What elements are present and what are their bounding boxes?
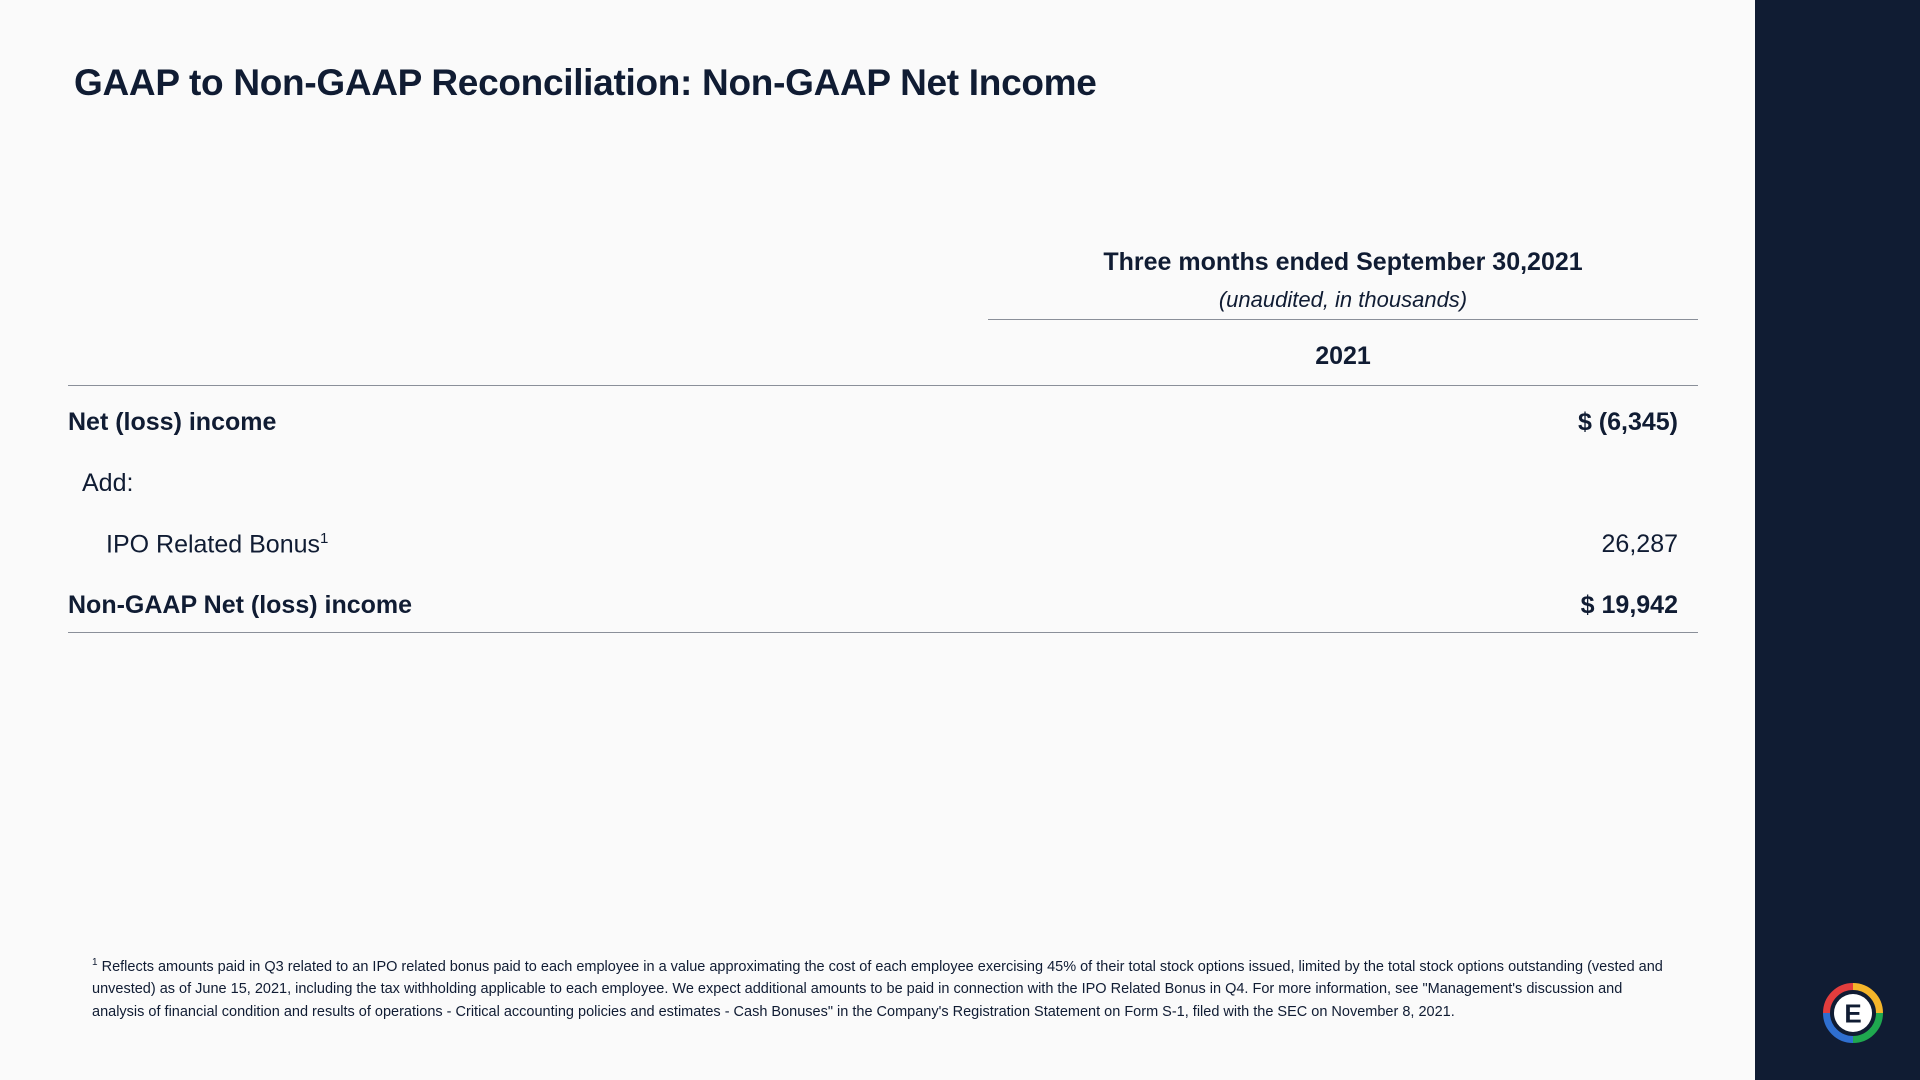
table-header-period-row — [68, 248, 1698, 287]
table-row — [68, 447, 1698, 508]
footnote-text: Reflects amounts paid in Q3 related to an IPO related bonus paid to each employee in a value approximating the cost of each employee exercising 45% of their total stock options issued, limited by the total stock options outstanding (vested and unvested) as of June 15, 2021, including the tax withholding applicable to each employee. We expect additional amounts to be paid in connection with the IPO Related Bonus in Q4. For more information, see "Management's discussion and analysis of financial condition and results of operations - Critical accounting policies and estimates - Cash Bonuses" in the Company's Registration Statement on Form S-1, filed with the SEC on November 8, 2021. — [92, 958, 1663, 1020]
footnote-ref-marker: 1 — [320, 530, 329, 547]
page-title: GAAP to Non-GAAP Reconciliation: Non-GAAP Net Income — [74, 62, 1097, 103]
table-header-sub-row — [68, 287, 1698, 320]
row-label-ipo-related-bonus-text: IPO Related Bonus — [106, 530, 321, 559]
table-header-year-row — [68, 320, 1698, 384]
table-row — [68, 386, 1698, 448]
row-label-add: Add: — [82, 469, 134, 497]
row-label-non-gaap-net-loss-income: Non-GAAP Net (loss) income — [68, 591, 413, 620]
table-row — [68, 569, 1698, 630]
logo-icon — [1822, 982, 1884, 1044]
table-header-spacer — [68, 248, 988, 287]
table-bottom-rule — [68, 630, 1698, 633]
svg-text:E: E — [1844, 998, 1862, 1029]
slide-sidebar-band — [1755, 0, 1920, 1080]
footnote-marker: 1 — [92, 957, 98, 968]
reconciliation-table-wrapper — [68, 248, 1698, 633]
row-value-net-loss-income: $ (6,345) — [1577, 408, 1678, 436]
company-logo — [1822, 982, 1884, 1044]
row-label-net-loss-income: Net (loss) income — [68, 408, 277, 436]
row-value-non-gaap-net-loss-income: $ 19,942 — [1580, 591, 1678, 620]
reconciliation-table — [68, 248, 1698, 633]
table-row — [68, 508, 1698, 569]
table-header-period: Three months ended September 30,2021 — [1103, 248, 1583, 276]
row-value-add — [988, 447, 1698, 508]
row-label-ipo-related-bonus — [68, 508, 988, 569]
table-header-sub-spacer — [68, 287, 988, 320]
table-column-header-2021: 2021 — [1315, 342, 1371, 370]
row-value-ipo-related-bonus: 26,287 — [1601, 530, 1678, 559]
footnote — [92, 955, 1672, 1023]
table-header-year-spacer — [68, 320, 988, 384]
table-header-subtitle: (unaudited, in thousands) — [988, 287, 1698, 320]
